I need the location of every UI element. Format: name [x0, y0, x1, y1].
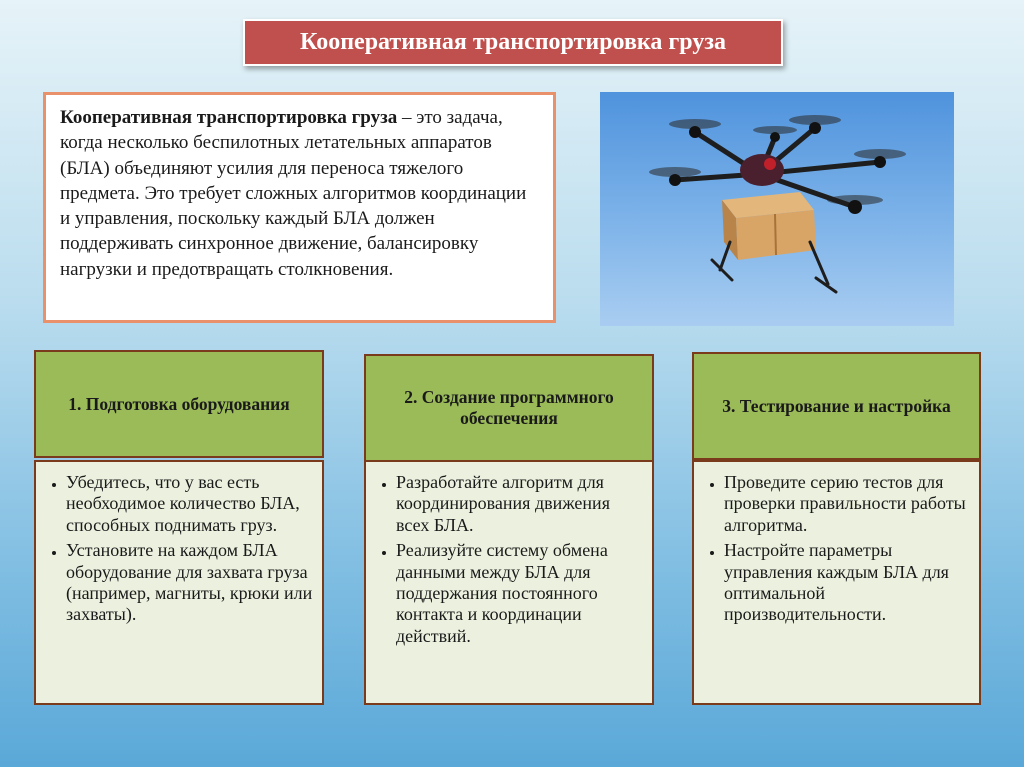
list-item: • Настройте параметры управления каждым БЛА для оптимальной производительности. [724, 540, 971, 626]
step2-list [376, 472, 644, 647]
step3-body [692, 460, 981, 705]
step1-list [46, 472, 314, 626]
step3-header: 3. Тестирование и настройка [692, 352, 981, 460]
list-item: • Установите на каждом БЛА оборудование для захвата груза (например, магниты, крюки или захваты). [66, 540, 314, 626]
step1-header: 1. Подготовка оборудования [34, 350, 324, 458]
list-item: • Убедитесь, что у вас есть необходимое количество БЛА, способных поднимать груз. [66, 472, 314, 536]
step2-body [364, 460, 654, 705]
drone-photo [600, 92, 954, 326]
drone-cargo-illustration [600, 92, 954, 326]
list-item: • Проведите серию тестов для проверки правильности работы алгоритма. [724, 472, 971, 536]
intro-bold-term: Кооперативная транспортировка груза [60, 107, 398, 128]
step1-body [34, 460, 324, 705]
list-item: • Реализуйте систему обмена данными между БЛА для поддержания постоянного контакта и координации действий. [396, 540, 644, 647]
step2-header: 2. Создание программного обеспечения [364, 354, 654, 462]
slide-title: Кооперативная транспортировка груза [243, 19, 783, 66]
intro-description: – это задача, когда несколько беспилотных летательных аппаратов (БЛА) объединяют усилия для переноса тяжелого предмета. Это требует сложных алгоритмов координации и управления, поскольку каждый БЛА должен поддерживать синхронное движение, балансировку нагрузки и предотвращать столкновения. [60, 107, 527, 280]
step3-list [704, 472, 971, 626]
list-item: • Разработайте алгоритм для координирования движения всех БЛА. [396, 472, 644, 536]
intro-text-box [43, 92, 556, 323]
